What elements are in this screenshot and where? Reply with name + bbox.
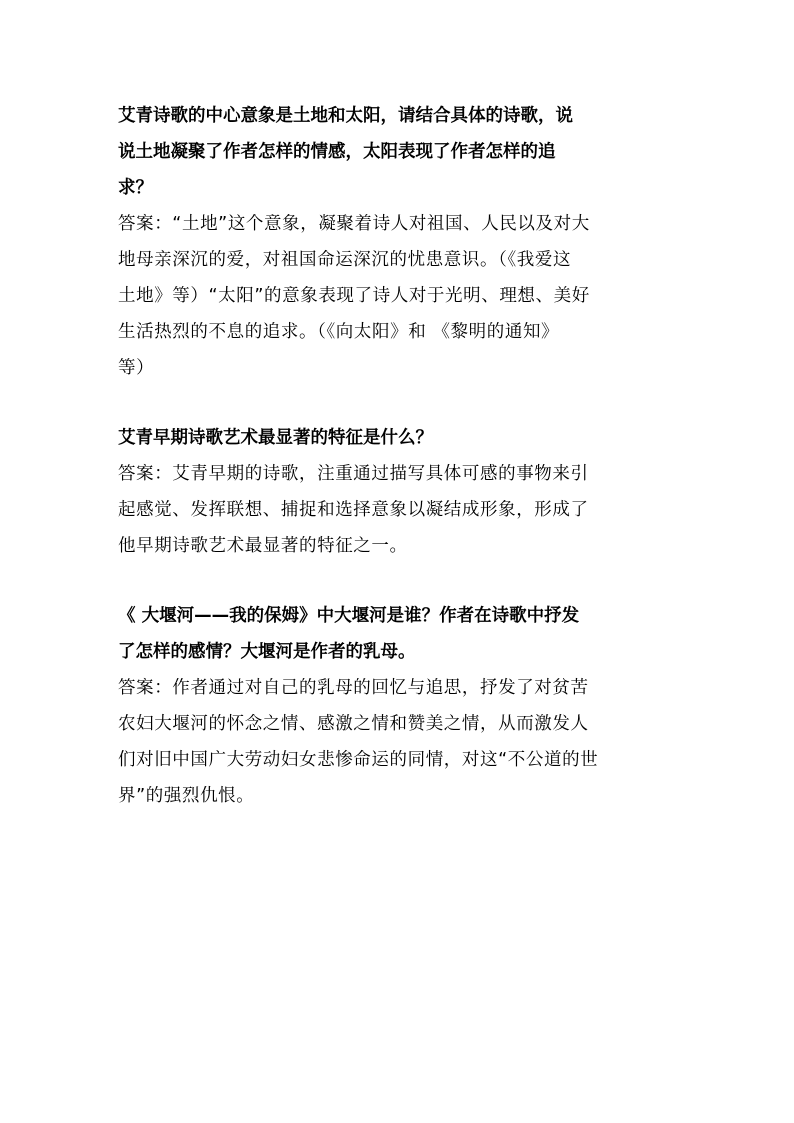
answer-line: 界”的强烈仇恨。 [118,786,255,806]
answer-line: 们对旧中国广大劳动妇女悲惨命运的同情，对这“不公道的世 [118,750,599,770]
question-line: 了怎样的感情？大堰河是作者的乳母。 [118,642,416,662]
question-line: 求？ [118,178,153,198]
qa-block-3 [118,598,678,814]
answer-line: 等） [118,358,155,378]
answer-line: 答案：艾青早期的诗歌，注重通过描写具体可感的事物来引 [118,464,589,484]
answer-line: 地母亲深沉的爱，对祖国命运深沉的忧患意识。（《我爱这 [118,250,572,270]
answer-line: 答案：作者通过对自己的乳母的回忆与追思，抒发了对贫苦 [118,678,589,698]
answer-line: 答案：“土地”这个意象，凝聚着诗人对祖国、人民以及对大 [118,214,590,234]
qa-block-1 [118,98,678,386]
answer-line: 起感觉、发挥联想、捕捉和选择意象以凝结成形象，形成了 [118,500,589,520]
qa-block-2 [118,420,678,564]
answer-line: 土地》等）“太阳”的意象表现了诗人对于光明、理想、美好 [118,286,590,306]
answer-line: 他早期诗歌艺术最显著的特征之一。 [118,536,408,556]
question-line: 艾青早期诗歌艺术最显著的特征是什么？ [118,428,433,448]
question-line: 《 大堰河——我的保姆》中大堰河是谁？作者在诗歌中抒发 [118,606,580,626]
question-line: 艾青诗歌的中心意象是土地和太阳，请结合具体的诗歌，说 [118,106,573,126]
question-line: 说土地凝聚了作者怎样的情感，太阳表现了作者怎样的追 [118,142,556,162]
document-page [118,98,678,814]
answer-line: 生活热烈的不息的追求。（《向太阳》和 《黎明的通知》 [118,322,560,342]
answer-line: 农妇大堰河的怀念之情、感激之情和赞美之情，从而激发人 [118,714,589,734]
